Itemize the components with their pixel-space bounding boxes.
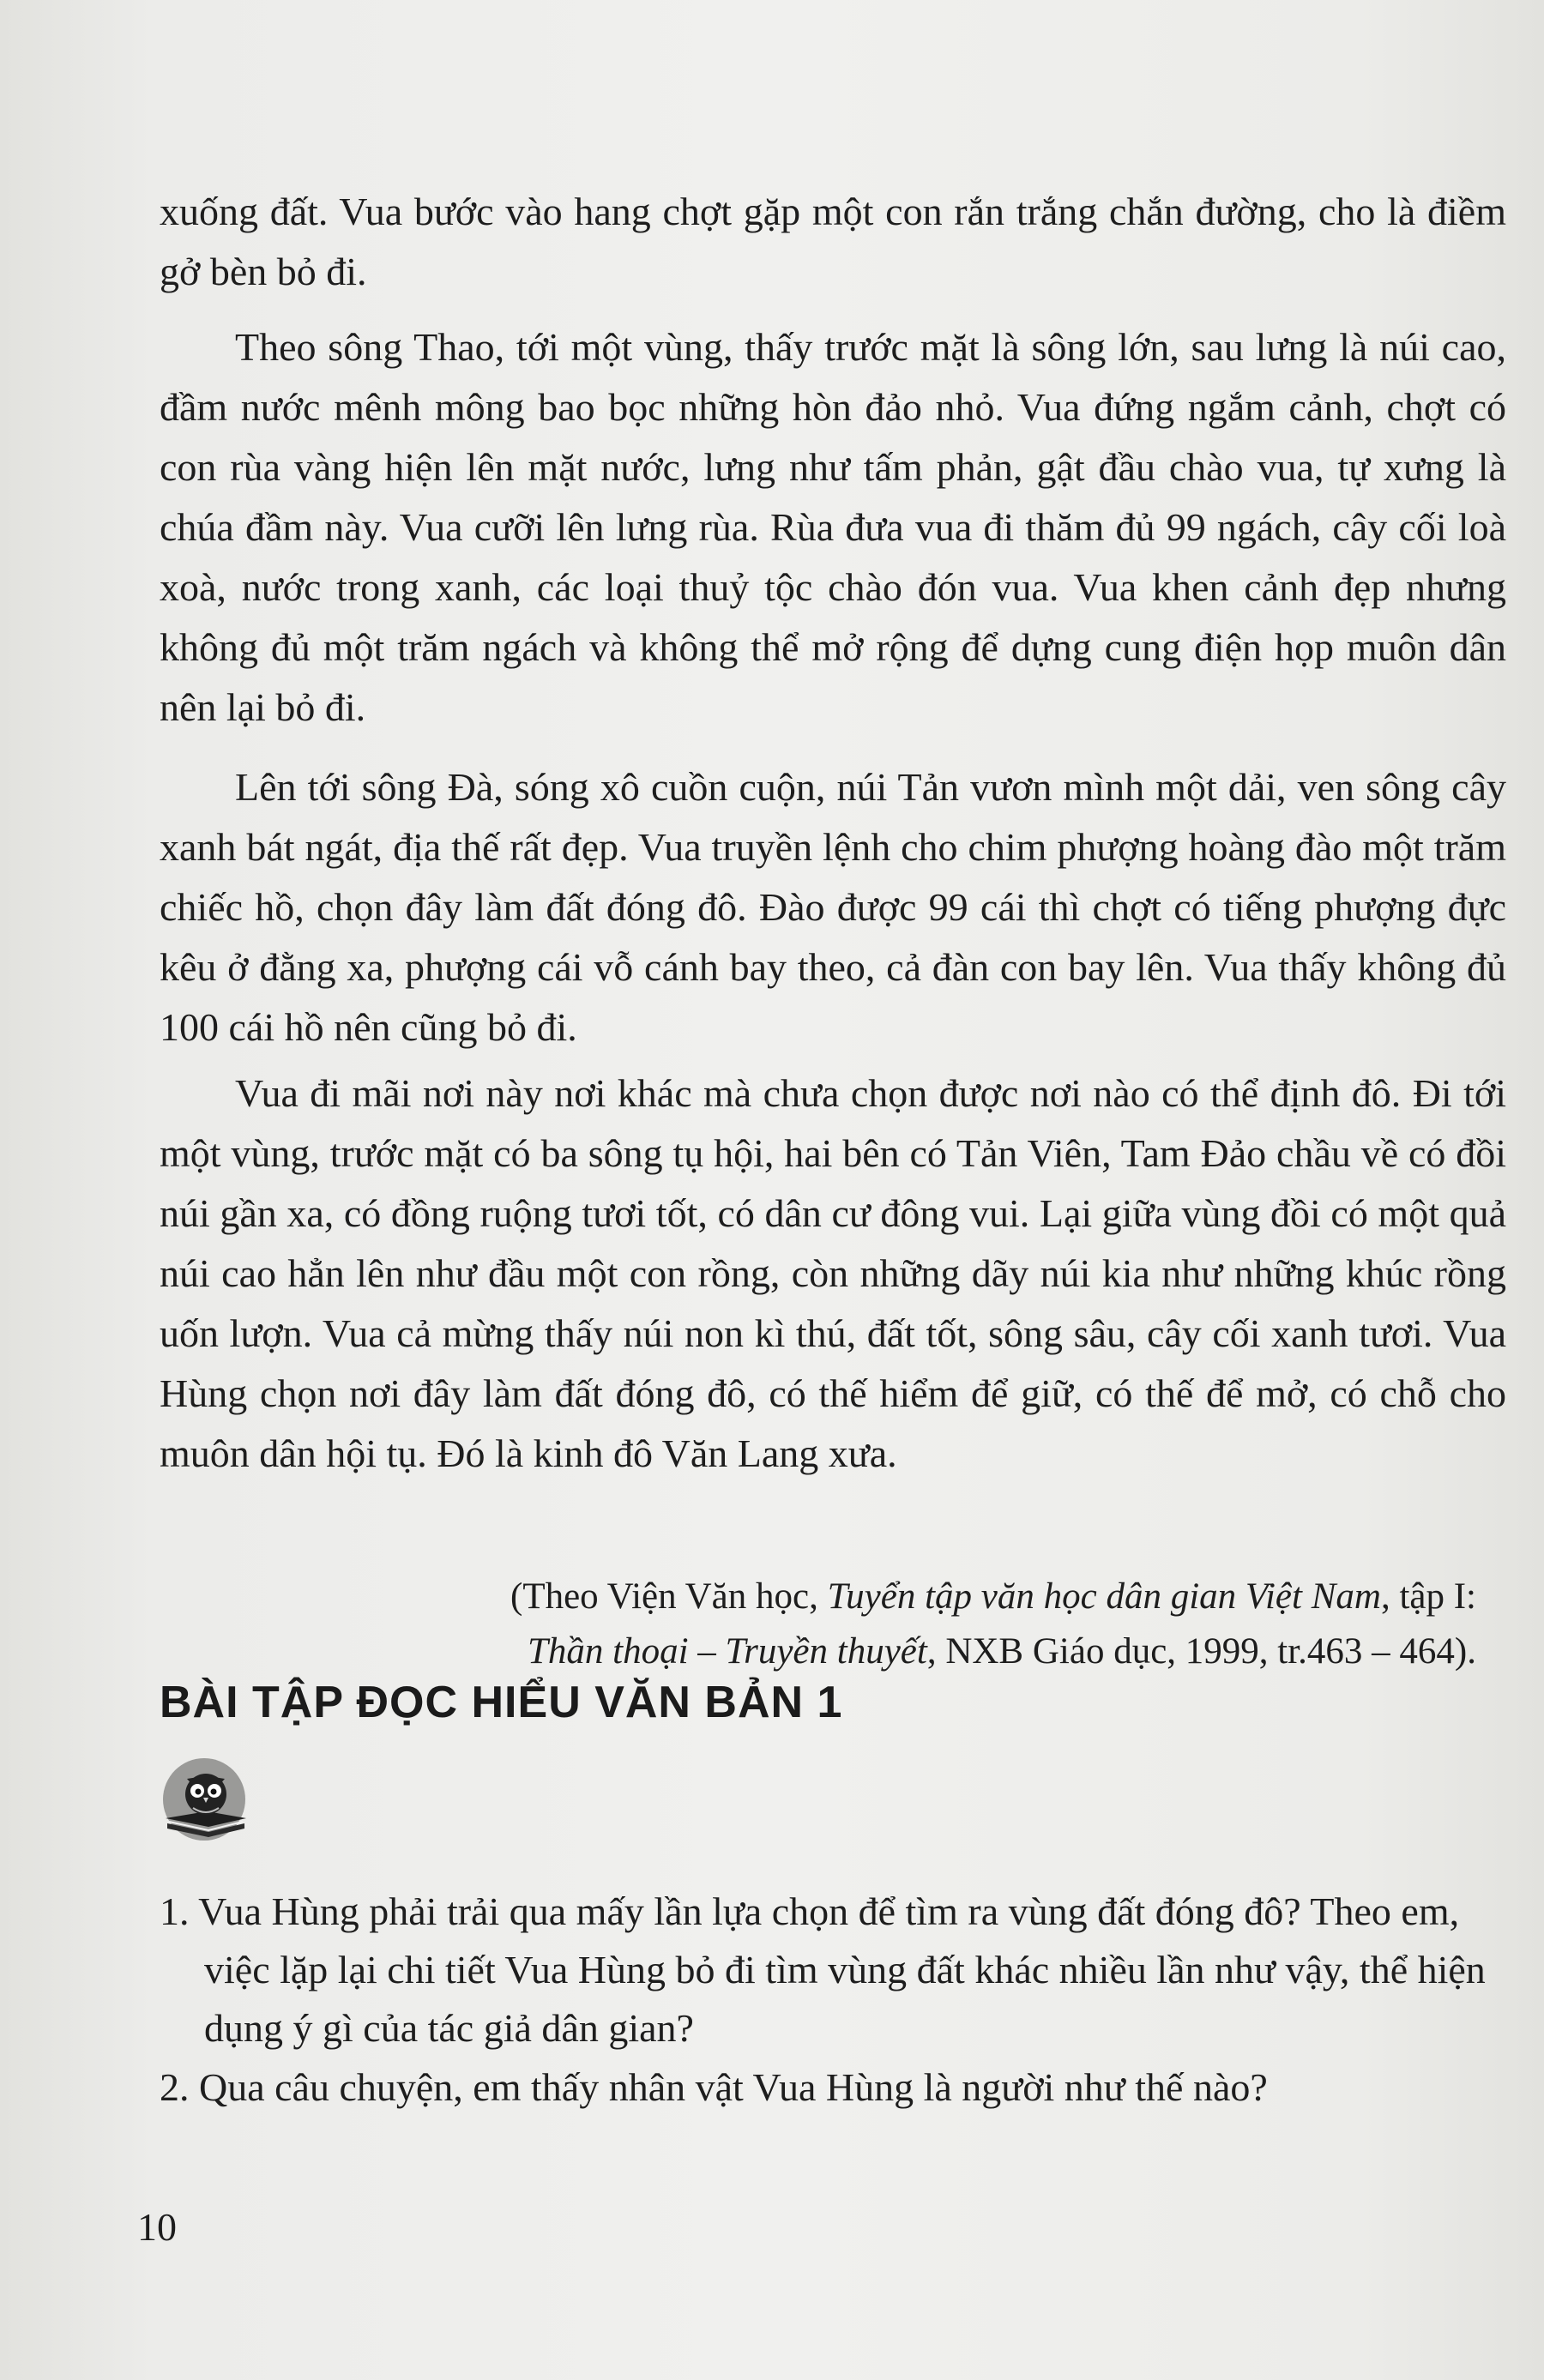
paragraph-3: Lên tới sông Đà, sóng xô cuồn cuộn, núi Tản vươn mình một dải, ven sông cây xanh bát ngát, địa thế rất đẹp. Vua truyền lệnh cho chim phượng hoàng đào một trăm chiếc hồ, chọn đây làm đất đóng đô. Đào được 99 cái thì chợt có tiếng phượng đực kêu ở đằng xa, phượng cái vỗ cánh bay theo, cả đàn con bay lên. Vua thấy không đủ 100 cái hồ nên cũng bỏ đi. [160,765,1506,1049]
paragraph-1: xuống đất. Vua bước vào hang chợt gặp một con rắn trắng chắn đường, cho là điềm gở bèn bỏ đi. [160,190,1506,293]
question-1: 1. Vua Hùng phải trải qua mấy lần lựa chọn để tìm ra vùng đất đóng đô? Theo em, việc lặp lại chi tiết Vua Hùng bỏ đi tìm vùng đất khác nhiều lần như vậy, thể hiện dụng ý gì của tác giả dân gian? [160,1889,1486,2050]
paragraph-4: Vua đi mãi nơi này nơi khác mà chưa chọn được nơi nào có thể định đô. Đi tới một vùng, trước mặt có ba sông tụ hội, hai bên có Tản Viên, Tam Đảo chầu về có đồi núi gần xa, có đồng ruộng tươi tốt, có dân cư đông vui. Lại giữa vùng đồi có một quả núi cao hẳn lên như đầu một con rồng, còn những dãy núi kia như những khúc rồng uốn lượn. Vua cả mừng thấy núi non kì thú, đất tốt, sông sâu, cây cối xanh tươi. Vua Hùng chọn nơi đây làm đất đóng đô, có thế hiểm để giữ, có thế để mở, có chỗ cho muôn dân hội tụ. Đó là kinh đô Văn Lang xưa. [160,1071,1506,1475]
question-2: 2. Qua câu chuyện, em thấy nhân vật Vua Hùng là người như thế nào? [160,2065,1268,2109]
paragraph-2: Theo sông Thao, tới một vùng, thấy trước mặt là sông lớn, sau lưng là núi cao, đầm nước mênh mông bao bọc những hòn đảo nhỏ. Vua đứng ngắm cảnh, chợt có con rùa vàng hiện lên mặt nước, lưng như tấm phản, gật đầu chào vua, tự xưng là chúa đầm này. Vua cưỡi lên lưng rùa. Rùa đưa vua đi thăm đủ 99 ngách, cây cối loà xoà, nước trong xanh, các loại thuỷ tộc chào đón vua. Vua khen cảnh đẹp nhưng không đủ một trăm ngách và không thể mở rộng để dựng cung điện họp muôn dân nên lại bỏ đi. [160,325,1506,729]
source-subtitle: Thần thoại – Truyền thuyết [528,1631,927,1672]
source-book-title: Tuyển tập văn học dân gian Việt Nam [827,1576,1381,1617]
owl-on-book-icon [157,1756,251,1842]
page-number: 10 [137,2205,177,2249]
source-prefix: (Theo Viện Văn học, [510,1576,828,1617]
section-heading: BÀI TẬP ĐỌC HIỂU VĂN BẢN 1 [160,1678,843,1727]
source-volume: , tập I: [1380,1576,1476,1617]
source-citation [160,1570,1476,1679]
source-publisher: , NXB Giáo dục, 1999, tr.463 – 464). [926,1631,1476,1672]
